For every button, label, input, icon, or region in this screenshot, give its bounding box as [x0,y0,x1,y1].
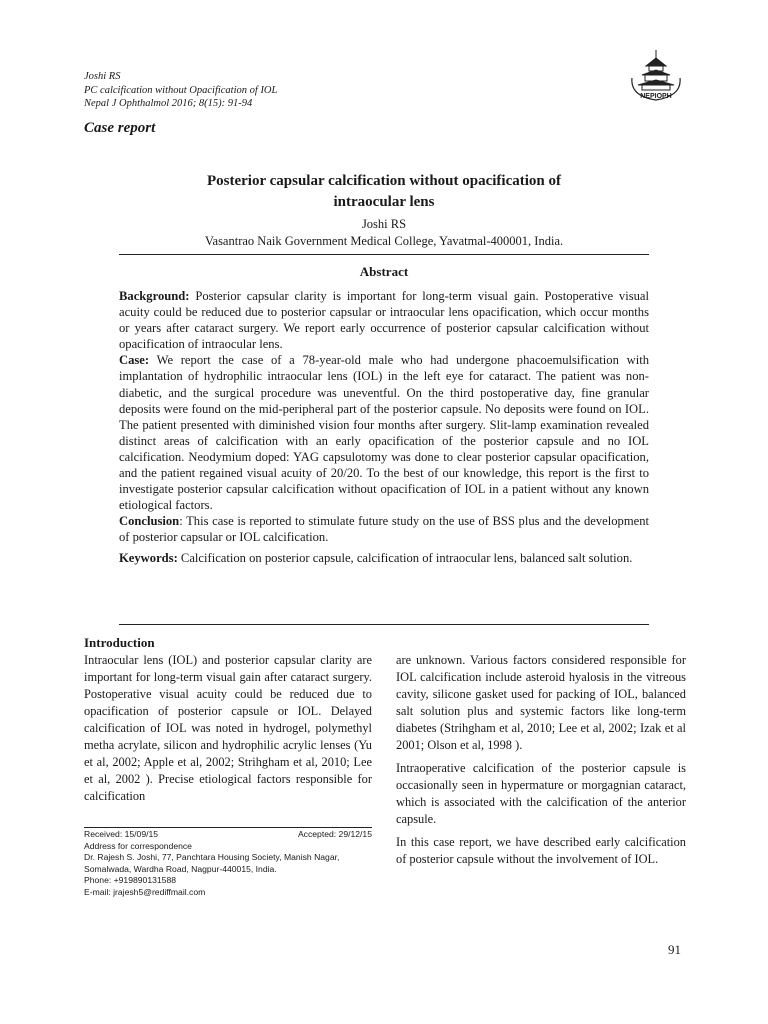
accepted-date: Accepted: 29/12/15 [297,829,372,839]
title-line-1: Posterior capsular calcification without opacification of [207,173,561,189]
abstract-case [119,352,649,513]
header-citation: Nepal J Ophthalmol 2016; 8(15): 91-94 [84,98,253,109]
keywords-label: Keywords: [119,550,178,565]
case-text: We report the case of a 78-year-old male who had undergone phacoemulsification with implantation of hydrophilic intraocular lens (IOL) in the left eye for cataract. The patient was non-diabetic, and the surgical procedure was uneventful. On the third postoperative day, fine granular deposits were found on the mid-peripheral part of the posterior capsule. No deposits were found on IOL. The patient presented with diminished vision four months after surgery. Slit-lamp examination revealed distinct areas of calcification with an early opacification of the posterior capsule and no IOL calcification. Neodymium doped: YAG capsulotomy was done to clear posterior capsular opacification, and the patient regained visual acuity of 20/20. To the best of our knowledge, this report is the first to investigate posterior capsular calcification without opacification of IOL in a patient without any known etiological factors. [119,353,649,513]
intro-column-left [84,634,372,822]
abstract-heading: Abstract [359,264,409,279]
abstract-body [119,288,649,566]
logo-lettering: NEPIOPH [640,93,672,100]
intro-paragraph-4: In this case report, we have described early calcification of posterior capsule without the involvement of IOL. [396,835,686,866]
intro-paragraph-2: are unknown. Various factors considered responsible for IOL calcification include asteroid hyalosis in the vitreous cavity, silicone gasket used for packing of IOL, balanced salt solution plus and systemic factors like long-term diabetes (Strihgham et al, 2010; Lee et al, 2002; Izak et al 2001; Olson et al, 1998 ). [396,653,686,752]
abstract-conclusion [119,513,649,545]
abstract-bottom-rule [119,624,649,625]
conclusion-label: Conclusion [119,514,180,529]
title-line-2: intraocular lens [333,194,435,210]
header-author: Joshi RS [84,71,121,82]
abstract-background [119,288,649,352]
article-title [120,171,648,213]
intro-paragraph-3: Intraoperative calcification of the posterior capsule is occasionally seen in hypermature or morgagnian cataract, which is associated with the calcification of the anterior capsule. [396,761,686,826]
background-text: Posterior capsular clarity is important for long-term visual gain. Postoperative visual acuity could be reduced due to posterior capsular or intraocular lens opacification, which occur months or years after cataract surgery. We report early occurrence of posterior capsular calcification without opacification of intraocular lens. [119,289,650,352]
running-header [84,70,277,111]
abstract-top-rule [119,254,649,255]
keywords-text: Calcification on posterior capsule, calcification of intraocular lens, balanced salt solution. [180,550,633,565]
intro-column-right [396,652,686,874]
conclusion-text: : This case is reported to stimulate future study on the use of BSS plus and the development of posterior capsular or IOL calcification. [119,514,649,545]
journal-logo [626,48,686,106]
affiliation: Vasantrao Naik Government Medical College, Yavatmal-400001, India. [204,234,564,248]
received-date: Received: 15/09/15 [84,829,159,839]
footnote-rule [84,827,372,828]
author-name: Joshi RS [361,217,407,231]
correspondence-phone: Phone: +919890131588 [84,875,176,886]
header-short-title: PC calcification without Opacification of IOL [84,84,278,96]
correspondence-email: E-mail: jrajesh5@rediffmail.com [84,886,206,897]
correspondence-label: Address for correspondence [84,840,192,851]
case-label: Case: [119,353,150,368]
author-block [120,216,648,250]
keywords [119,550,649,566]
article-type: Case report [84,120,156,136]
dates-row [84,829,372,841]
intro-heading: Introduction [84,635,155,650]
correspondence-address: Dr. Rajesh S. Joshi, 77, Panchtara Housing Society, Manish Nagar, Somalwada, Wardha Road, Nagpur-440015, India. [84,852,340,874]
intro-paragraph-1: Intraocular lens (IOL) and posterior capsular clarity are important for long-term visual gain after cataract surgery. Postoperative visual acuity could be reduced due to opacification of posterior capsule or IOL. Delayed calcification of IOL was noted in hydrogel, polymethyl metha acrylate, silicon and hydrophilic acrylic lenses (Yu et al, 2002; Apple et al, 2002; Strihgham et al, 2010; Lee et al, 2002 ). Precise etiological factors responsible for calcification [84,653,372,803]
page-number: 91 [668,942,681,957]
background-label: Background: [119,289,190,303]
correspondence-footnote [84,829,372,899]
